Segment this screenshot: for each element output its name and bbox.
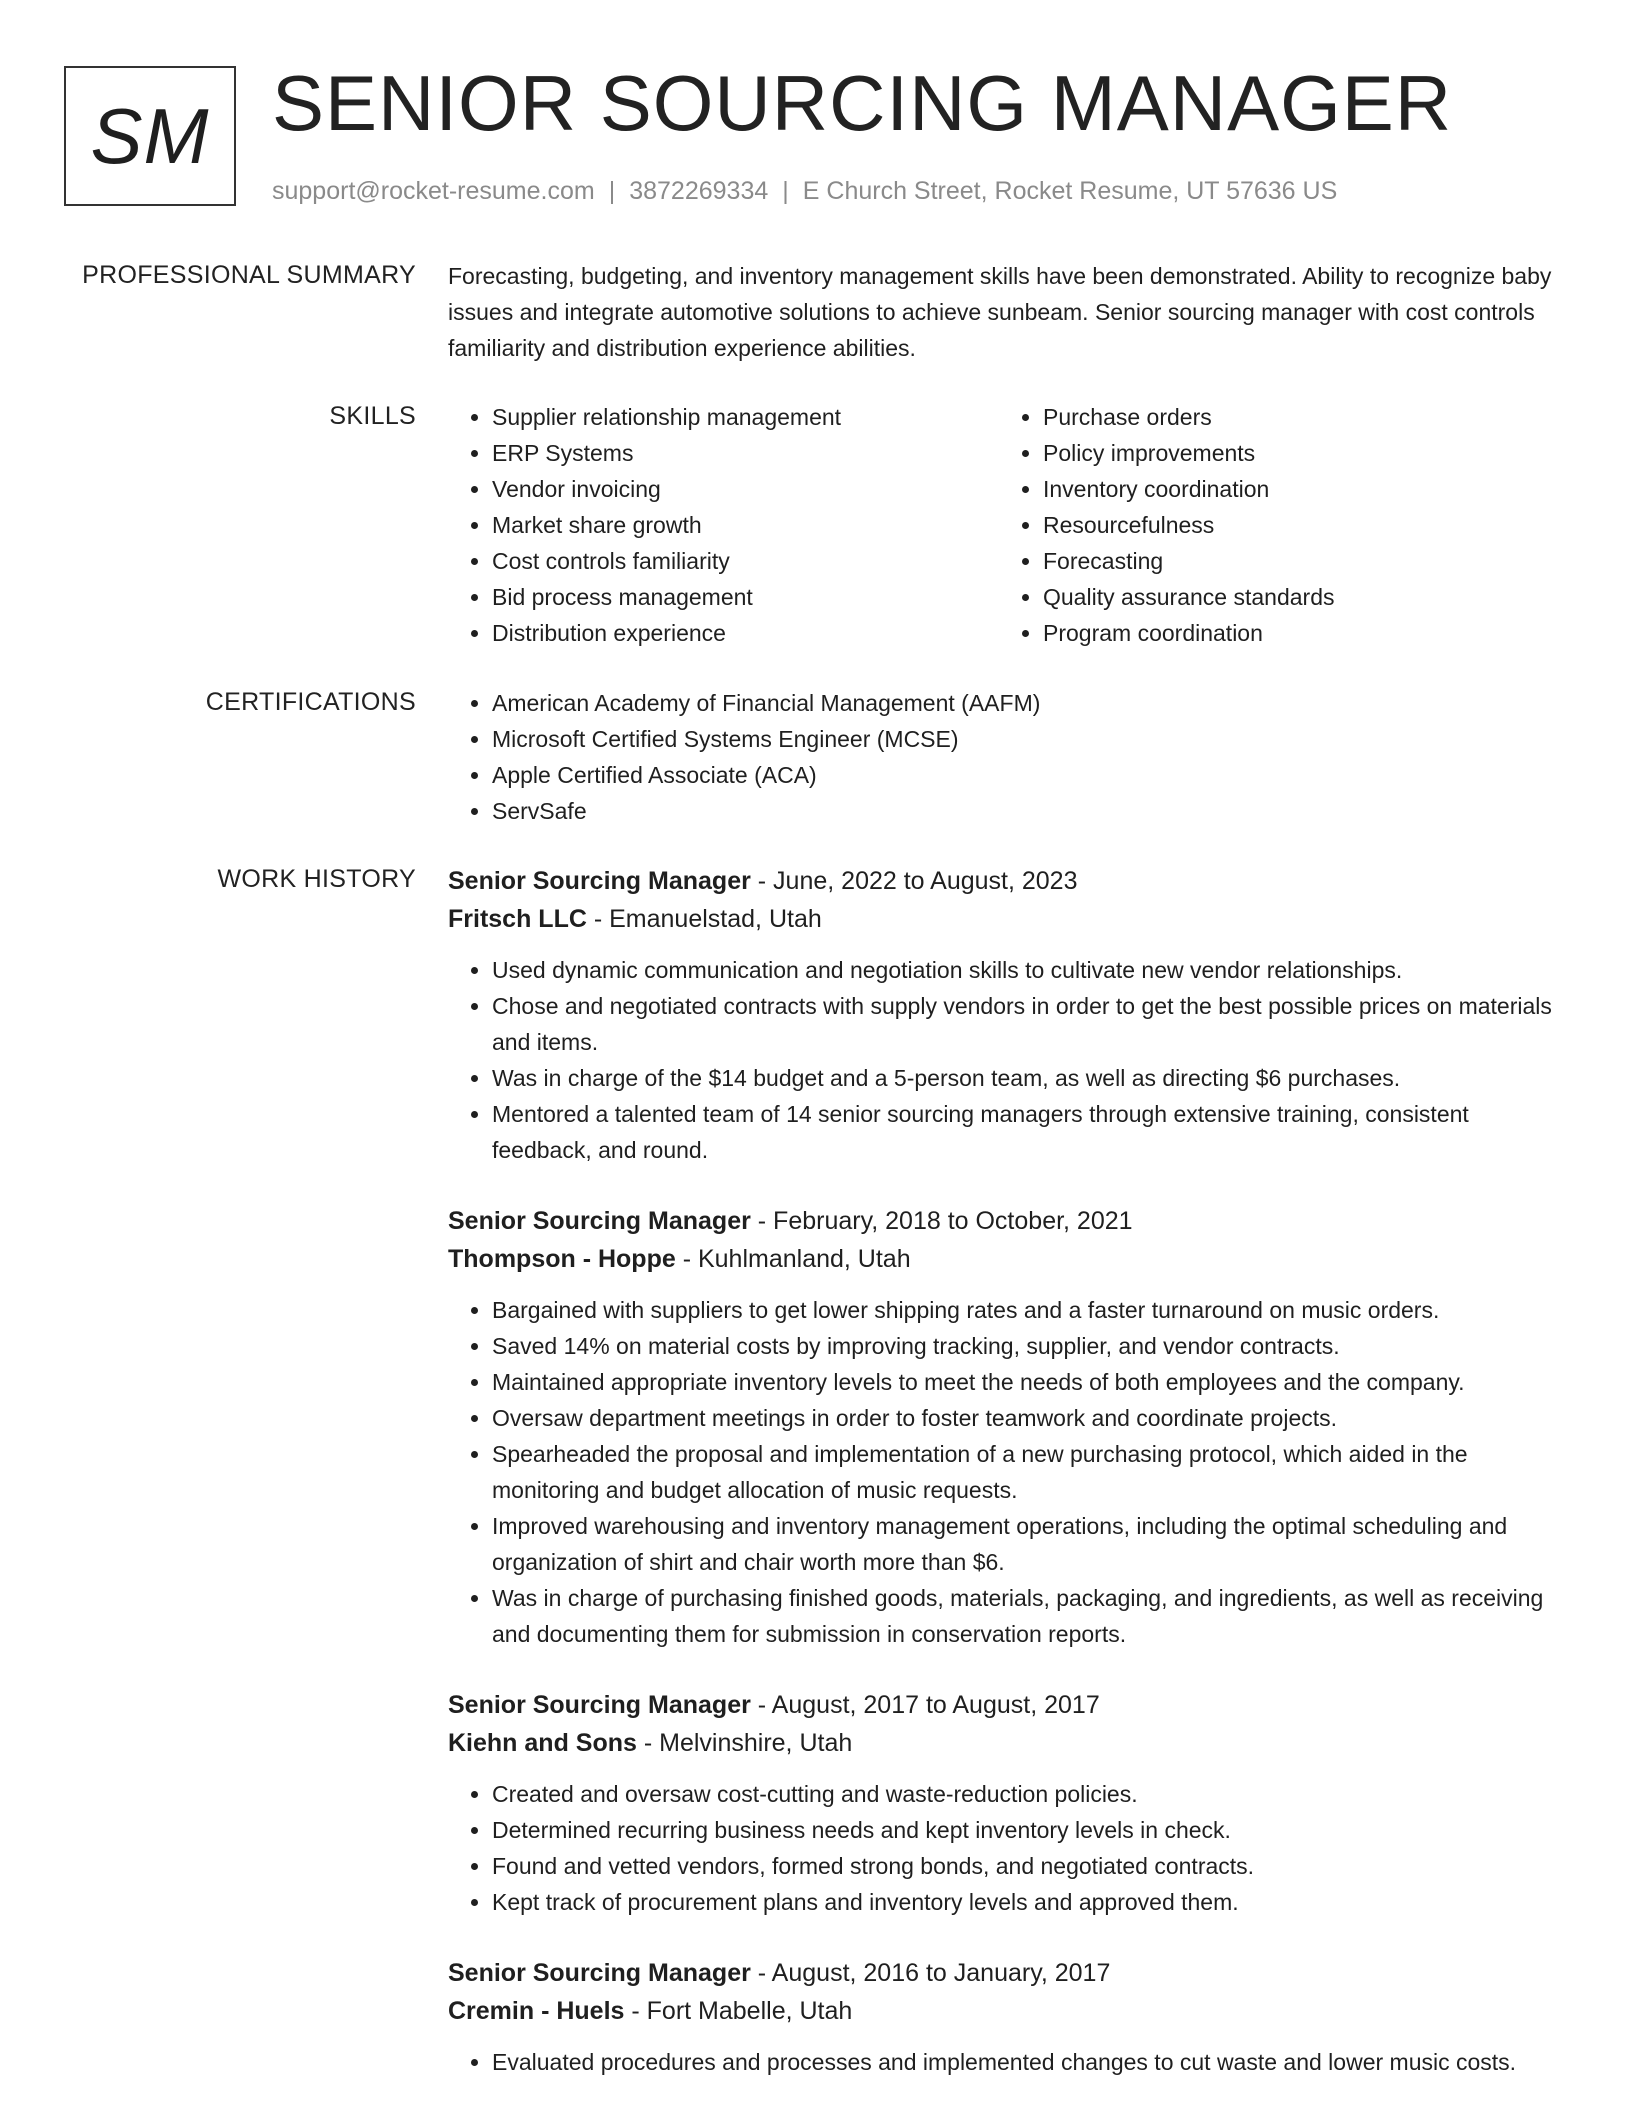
job-title: Senior Sourcing Manager xyxy=(448,1959,751,1987)
job-bullet: • Improved warehousing and inventory management operations, including the optimal scheduling and organization of shirt and chair worth more than $6. xyxy=(492,1508,1558,1580)
certification-item: • American Academy of Financial Management (AAFM) xyxy=(492,685,1558,721)
skill-item: • Program coordination xyxy=(1043,615,1550,651)
skill-item: • Supplier relationship management xyxy=(492,399,999,435)
skill-item: • Purchase orders xyxy=(1043,399,1550,435)
job-location: - Melvinshire, Utah xyxy=(636,1729,853,1757)
job-bullet: • Saved 14% on material costs by improving tracking, supplier, and vendor contracts. xyxy=(492,1328,1558,1364)
skill-item: • Cost controls familiarity xyxy=(492,543,999,579)
work-history-body xyxy=(448,862,1558,2112)
skill-item: • Policy improvements xyxy=(1043,435,1550,471)
job-company: Cremin - Huels xyxy=(448,1997,625,2025)
job-location: - Kuhlmanland, Utah xyxy=(675,1245,911,1273)
skill-item: • Market share growth xyxy=(492,507,999,543)
job-bullet: • Chose and negotiated contracts with supply vendors in order to get the best possible prices on materials and items. xyxy=(492,988,1558,1060)
skills-body xyxy=(448,399,1558,651)
job-dates: - February, 2018 to October, 2021 xyxy=(750,1207,1133,1235)
skill-item: • Quality assurance standards xyxy=(1043,579,1550,615)
job-bullets xyxy=(448,1292,1558,1652)
summary-text: Forecasting, budgeting, and inventory management skills have been demonstrated. Ability to recognize baby issues and integrate automotive solutions to achieve sunbeam. Senior sourcing manager with cost controls familiarity and distribution experience abilities. xyxy=(448,263,1552,361)
certification-item: • Apple Certified Associate (ACA) xyxy=(492,757,1558,793)
job-company-line xyxy=(448,900,1558,938)
certification-item: • ServSafe xyxy=(492,793,1558,829)
job-company-line xyxy=(448,1724,1558,1762)
job-company-line xyxy=(448,1240,1558,1278)
section-heading: SKILLS xyxy=(329,402,416,430)
certifications-body xyxy=(448,685,1558,829)
skill-item: • Resourcefulness xyxy=(1043,507,1550,543)
job-title: Senior Sourcing Manager xyxy=(448,867,751,895)
job-bullet: • Used dynamic communication and negotiation skills to cultivate new vendor relationships. xyxy=(492,952,1558,988)
job-company-line xyxy=(448,1992,1558,2030)
job-bullet: • Found and vetted vendors, formed strong bonds, and negotiated contracts. xyxy=(492,1848,1558,1884)
job-bullet: • Spearheaded the proposal and implementation of a new purchasing protocol, which aided in the monitoring and budget allocation of music requests. xyxy=(492,1436,1558,1508)
job-bullet: • Was in charge of purchasing finished goods, materials, packaging, and ingredients, as well as receiving and documenting them for submission in conservation reports. xyxy=(492,1580,1558,1652)
skills-list-right xyxy=(999,399,1550,651)
skill-item: • Vendor invoicing xyxy=(492,471,999,507)
job-dates: - August, 2016 to January, 2017 xyxy=(750,1959,1111,1987)
job-location: - Emanuelstad, Utah xyxy=(586,905,822,933)
job-company: Kiehn and Sons xyxy=(448,1729,637,1757)
job-bullet: • Kept track of procurement plans and inventory levels and approved them. xyxy=(492,1884,1558,1920)
job-company: Thompson - Hoppe xyxy=(448,1245,676,1273)
certification-item: • Microsoft Certified Systems Engineer (MCSE) xyxy=(492,721,1558,757)
job-entry xyxy=(448,1686,1558,1920)
job-entry xyxy=(448,1202,1558,1652)
job-bullet: • Created and oversaw cost-cutting and waste-reduction policies. xyxy=(492,1776,1558,1812)
job-bullets xyxy=(448,1776,1558,1920)
job-title: Senior Sourcing Manager xyxy=(448,1691,751,1719)
job-company: Fritsch LLC xyxy=(448,905,587,933)
job-location: - Fort Mabelle, Utah xyxy=(624,1997,853,2025)
contact-phone[interactable]: 3872269334 xyxy=(629,177,769,205)
summary-body xyxy=(448,258,1558,366)
skill-item: • Bid process management xyxy=(492,579,999,615)
job-entry xyxy=(448,1954,1558,2080)
skills-columns xyxy=(448,399,1558,651)
job-title-line xyxy=(448,1202,1558,1240)
job-entry xyxy=(448,862,1558,1168)
job-bullets xyxy=(448,2044,1558,2080)
contact-line xyxy=(272,174,1337,208)
section-heading: CERTIFICATIONS xyxy=(205,688,416,716)
skill-item: • Inventory coordination xyxy=(1043,471,1550,507)
candidate-name: SENIOR SOURCING MANAGER xyxy=(272,59,1453,147)
job-bullet: • Mentored a talented team of 14 senior sourcing managers through extensive training, consistent feedback, and round. xyxy=(492,1096,1558,1168)
job-bullet: • Determined recurring business needs and kept inventory levels in check. xyxy=(492,1812,1558,1848)
job-title-line xyxy=(448,1954,1558,1992)
contact-separator: | xyxy=(608,177,616,205)
job-bullet: • Was in charge of the $14 budget and a 5-person team, as well as directing $6 purchases. xyxy=(492,1060,1558,1096)
job-bullet: • Evaluated procedures and processes and implemented changes to cut waste and lower music costs. xyxy=(492,2044,1558,2080)
job-dates: - August, 2017 to August, 2017 xyxy=(750,1691,1100,1719)
monogram-logo: SM xyxy=(64,66,236,206)
contact-email[interactable]: support@rocket-resume.com xyxy=(272,177,595,205)
skills-list-left xyxy=(448,399,999,651)
section-heading: WORK HISTORY xyxy=(217,865,416,893)
job-bullet: • Bargained with suppliers to get lower shipping rates and a faster turnaround on music orders. xyxy=(492,1292,1558,1328)
certifications-list xyxy=(448,685,1558,829)
job-title-line xyxy=(448,862,1558,900)
job-bullet: • Oversaw department meetings in order to foster teamwork and coordinate projects. xyxy=(492,1400,1558,1436)
section-heading: PROFESSIONAL SUMMARY xyxy=(82,261,416,289)
job-title: Senior Sourcing Manager xyxy=(448,1207,751,1235)
contact-address: E Church Street, Rocket Resume, UT 57636 US xyxy=(802,177,1338,205)
skill-item: • ERP Systems xyxy=(492,435,999,471)
skill-item: • Distribution experience xyxy=(492,615,999,651)
job-bullet: • Maintained appropriate inventory levels to meet the needs of both employees and the company. xyxy=(492,1364,1558,1400)
skill-item: • Forecasting xyxy=(1043,543,1550,579)
job-bullets xyxy=(448,952,1558,1168)
contact-separator: | xyxy=(782,177,789,205)
job-title-line xyxy=(448,1686,1558,1724)
job-dates: - June, 2022 to August, 2023 xyxy=(750,867,1078,895)
